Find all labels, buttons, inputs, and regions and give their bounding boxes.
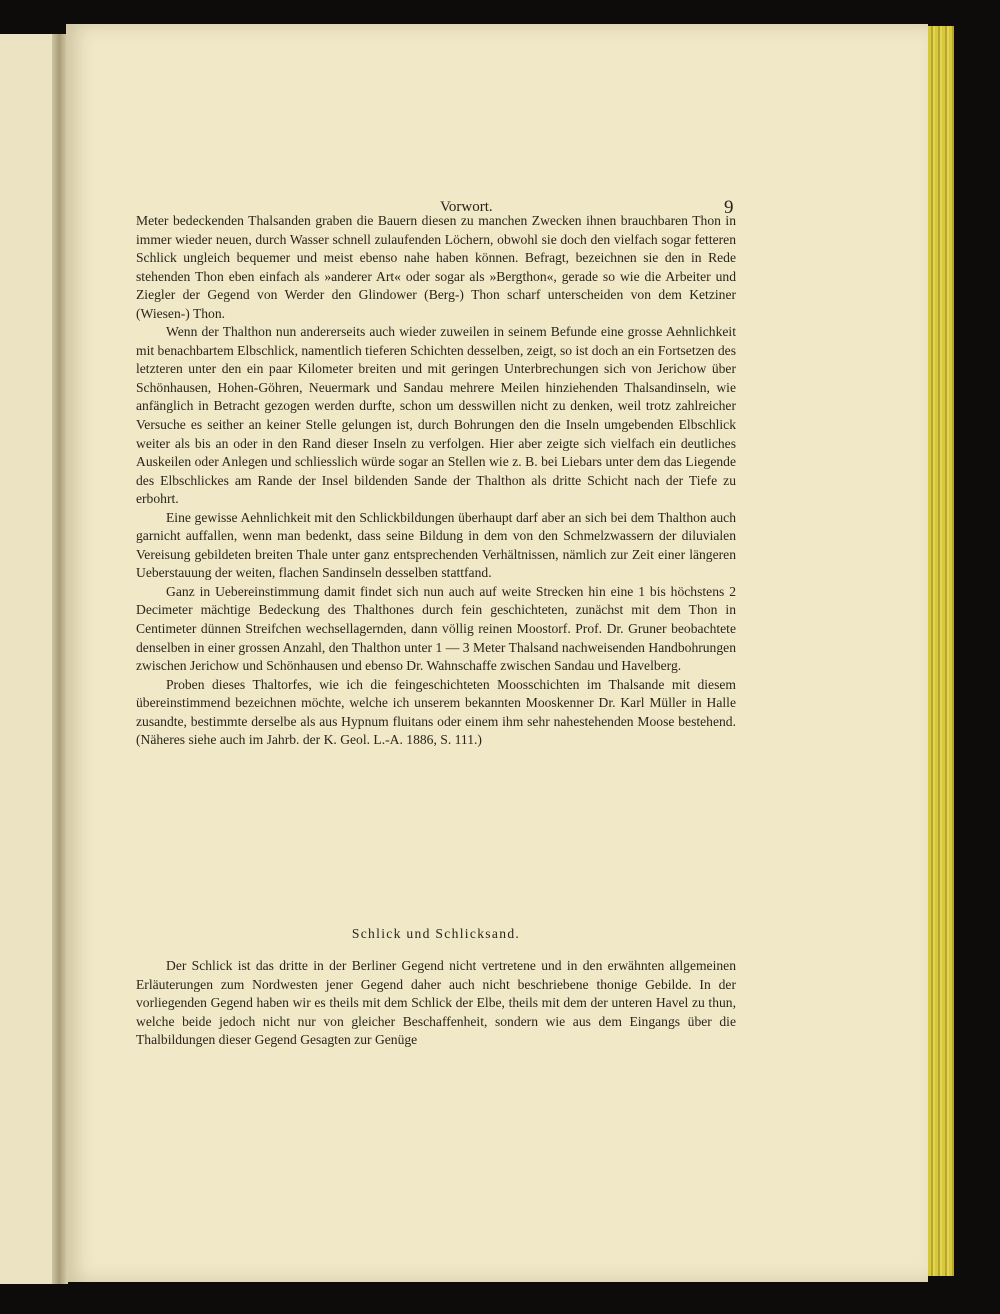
paragraph-1: Meter bedeckenden Thalsanden graben die Bauern diesen zu manchen Zwecken ihnen brauchbaren Thon in immer wieder neuen, durch Wasser schnell zulaufenden Löchern, obwohl sie doch den vielfach sogar fetteren Schlick ungleich bequemer und meist ebenso nahe haben können. Befragt, bezeichnen sie den in Rede stehenden Thon eben einfach als »anderer Art« oder sogar als »Bergthon«, gerade so wie die Arbeiter und Ziegler der Gegend von Werder den Glindower (Berg-) Thon scharf unterscheiden von dem Ketziner (Wiesen-) Thon. <box>136 213 736 321</box>
running-head-title: Vorwort. <box>440 199 493 215</box>
page-stack-edge <box>928 26 954 1276</box>
paragraph-5: Proben dieses Thaltorfes, wie ich die feingeschichteten Moosschichten im Thalsande mit diesem übereinstimmend bezeichnen möchte, welche ich unserem bekannten Mooskenner Dr. Karl Müller in Halle zusandte, bestimmte derselbe als aus Hypnum fluitans oder einem ihm sehr nahestehenden Moose bestehend. (Näheres siehe auch im Jahrb. der K. Geol. L.-A. 1886, S. 111.) <box>136 676 736 748</box>
paragraph-3: Eine gewisse Aehnlichkeit mit den Schlickbildungen überhaupt darf aber an sich bei dem Thalthon auch garnicht auffallen, wenn man bedenkt, dass seine Bildung in dem von den Schmelzwassern der diluvialen Vereisung gebildeten breiten Thale unter ganz entsprechenden Verhältnissen, nämlich zur Zeit einer längeren Ueberstauung der weiten, flachen Sandinseln desselben stattfand. <box>136 509 736 581</box>
section-text <box>136 957 736 1050</box>
paragraph-2: Wenn der Thalthon nun andererseits auch wieder zuweilen in seinem Befunde eine grosse Aehnlichkeit mit benachbartem Elbschlick, namentlich tieferen Schichten desselben, zeigt, so ist doch an ein Fortsetzen des letzteren unter den ein paar Kilometer breiten und mit geringen Unterbrechungen sich von Jerichow über Schönhausen, Hohen-Göhren, Neuermark und Sandau mehrere Meilen hinziehenden Thalsandinseln, wie anfänglich in Betracht gezogen werden durfte, schon um desswillen nicht zu denken, weil trotz zahlreicher Versuche es seither an keiner Stelle gelungen ist, durch Bohrungen den die Inseln umgebenden Elbschlick weiter als bis an oder in den Rand dieser Inseln zu verfolgen. Hier aber zeigte sich vielfach ein deutliches Auskeilen oder Anlegen und schliesslich würde sogar an Stellen wie z. B. bei Liebars unter dem das Liegende des Elbschlickes am Rande der Insel bildenden Sande der Thalthon als dritte Schicht nach der Tiefe zu erbohrt. <box>136 324 736 507</box>
paragraph-4: Ganz in Uebereinstimmung damit findet sich nun auch auf weite Strecken hin eine 1 bis höchstens 2 Decimeter mächtige Bedeckung des Thalthones durch fein geschichteten, zunächst mit dem Thon in Centimeter dünnen Streifchen wechsellagernden, dann völlig reinen Moostorf. Prof. Dr. Gruner beobachtete denselben in einer grossen Anzahl, den Thalthon unter 1 — 3 Meter Thalsand nachweisenden Handbohrungen zwischen Jerichow und Schönhausen und ebenso Dr. Wahnschaffe zwischen Sandau und Havelberg. <box>136 583 736 674</box>
section-heading: Schlick und Schlicksand. <box>351 926 521 941</box>
page-number: 9 <box>724 197 734 218</box>
main-text <box>136 212 736 750</box>
section-paragraph: Der Schlick ist das dritte in der Berliner Gegend nicht vertretene und in den erwähnten allgemeinen Erläuterungen zum Nordwesten jener Gegend daher auch nicht beschriebene thonige Gebilde. In der vorliegenden Gegend haben wir es theils mit dem Schlick der Elbe, theils mit dem der unteren Havel zu thun, welche beide jedoch nicht nur von gleicher Beschaffenheit, sondern wie aus dem Eingangs über die Thalbildungen dieser Gegend Gesagten zur Genüge <box>136 958 736 1048</box>
